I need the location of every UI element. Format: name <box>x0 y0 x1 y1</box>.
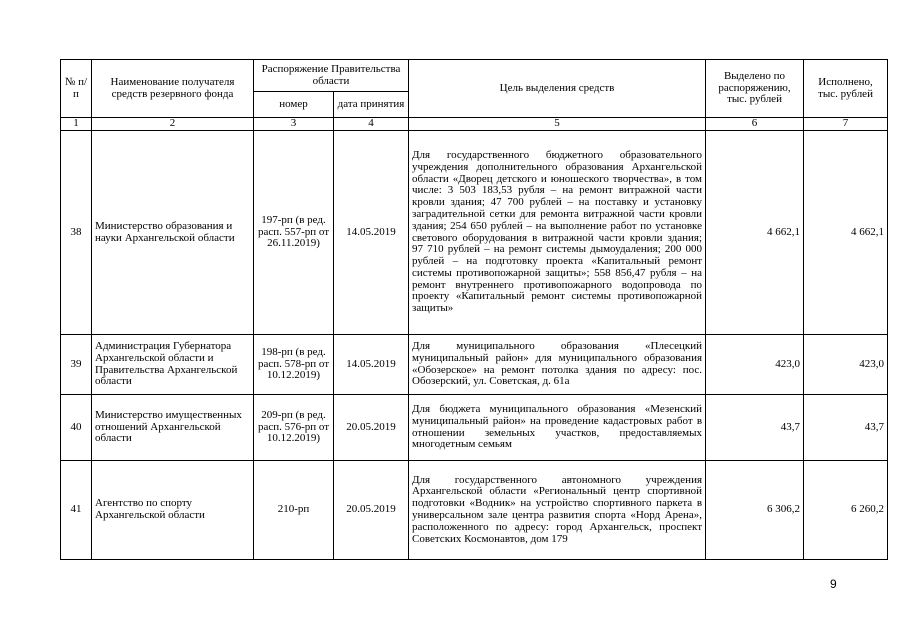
header-purpose: Цель выделения средств <box>409 60 706 118</box>
row-order-date: 20.05.2019 <box>334 395 409 461</box>
column-number: 3 <box>254 118 334 131</box>
header-allocated: Выделено по распоряжению, тыс. рублей <box>706 60 804 118</box>
row-order-number: 198-рп (в ред. расп. 578-рп от 10.12.2019) <box>254 335 334 395</box>
row-recipient: Министерство образования и науки Архангельской области <box>92 131 254 335</box>
row-recipient: Министерство имущественных отношений Архангельской области <box>92 395 254 461</box>
table-row <box>61 335 888 395</box>
row-executed: 6 260,2 <box>804 461 888 560</box>
row-allocated: 43,7 <box>706 395 804 461</box>
column-number: 1 <box>61 118 92 131</box>
header-row-top <box>61 60 888 92</box>
row-num: 39 <box>61 335 92 395</box>
row-purpose: Для бюджета муниципального образования «Мезенский муниципальный район» на проведение кадастровых работ в отношении земельных участков, предоставляемых многодетным семьям <box>409 395 706 461</box>
row-executed: 4 662,1 <box>804 131 888 335</box>
header-executed: Исполнено, тыс. рублей <box>804 60 888 118</box>
row-allocated: 6 306,2 <box>706 461 804 560</box>
column-number: 7 <box>804 118 888 131</box>
reserve-fund-table <box>60 59 888 560</box>
header-num: № п/п <box>61 60 92 118</box>
row-recipient: Агентство по спорту Архангельской области <box>92 461 254 560</box>
row-purpose: Для государственного бюджетного образовательного учреждения дополнительного образования Архангельской области «Дворец детского и юношеского творчества», в том числе: 3 503 183,53 рубля – на ремонт витражной части кровли здания; 47 700 рублей – на поставку и установку заградительной сетки для ремонта витражной части кровли здания; 254 650 рублей – на выполнение работ по установке светового оборудования в витражной части кровли здания; 97 710 рублей – на ремонт системы дымоудаления; 200 000 рублей – на подготовку проекта «Капитальный ремонт системы противопожарной защиты»; 558 856,47 рубля – на ремонт внутреннего противопожарного водопровода по проекту «Капитальный ремонт системы противопожарной защиты» <box>409 131 706 335</box>
column-number: 2 <box>92 118 254 131</box>
row-allocated: 423,0 <box>706 335 804 395</box>
header-order-date: дата принятия <box>334 92 409 118</box>
row-purpose: Для государственного автономного учреждения Архангельской области «Региональный центр спортивной подготовки «Водник» на устройство спортивного паркета в универсальном зале центра развития спорта «Норд Арена», расположенного по адресу: город Архангельск, проспект Советских Космонавтов, дом 179 <box>409 461 706 560</box>
row-recipient: Администрация Губернатора Архангельской области и Правительства Архангельской области <box>92 335 254 395</box>
table-row <box>61 131 888 335</box>
page-number: 9 <box>830 577 837 591</box>
header-order-group: Распоряжение Правительства области <box>254 60 409 92</box>
row-order-number: 209-рп (в ред. расп. 576-рп от 10.12.2019) <box>254 395 334 461</box>
column-number: 5 <box>409 118 706 131</box>
header-recipient: Наименование получателя средств резервного фонда <box>92 60 254 118</box>
row-executed: 43,7 <box>804 395 888 461</box>
row-num: 41 <box>61 461 92 560</box>
row-order-date: 20.05.2019 <box>334 461 409 560</box>
header-order-number: номер <box>254 92 334 118</box>
row-purpose: Для муниципального образования «Плесецкий муниципальный район» для муниципального образования «Обозерское» на ремонт потолка здания по адресу: пос. Обозерский, ул. Советская, д. 61а <box>409 335 706 395</box>
row-executed: 423,0 <box>804 335 888 395</box>
row-order-number: 197-рп (в ред. расп. 557-рп от 26.11.2019) <box>254 131 334 335</box>
row-num: 38 <box>61 131 92 335</box>
table-row <box>61 461 888 560</box>
column-number: 6 <box>706 118 804 131</box>
row-order-date: 14.05.2019 <box>334 131 409 335</box>
column-number: 4 <box>334 118 409 131</box>
row-order-number: 210-рп <box>254 461 334 560</box>
row-allocated: 4 662,1 <box>706 131 804 335</box>
table-row <box>61 395 888 461</box>
row-num: 40 <box>61 395 92 461</box>
column-number-row <box>61 118 888 131</box>
row-order-date: 14.05.2019 <box>334 335 409 395</box>
